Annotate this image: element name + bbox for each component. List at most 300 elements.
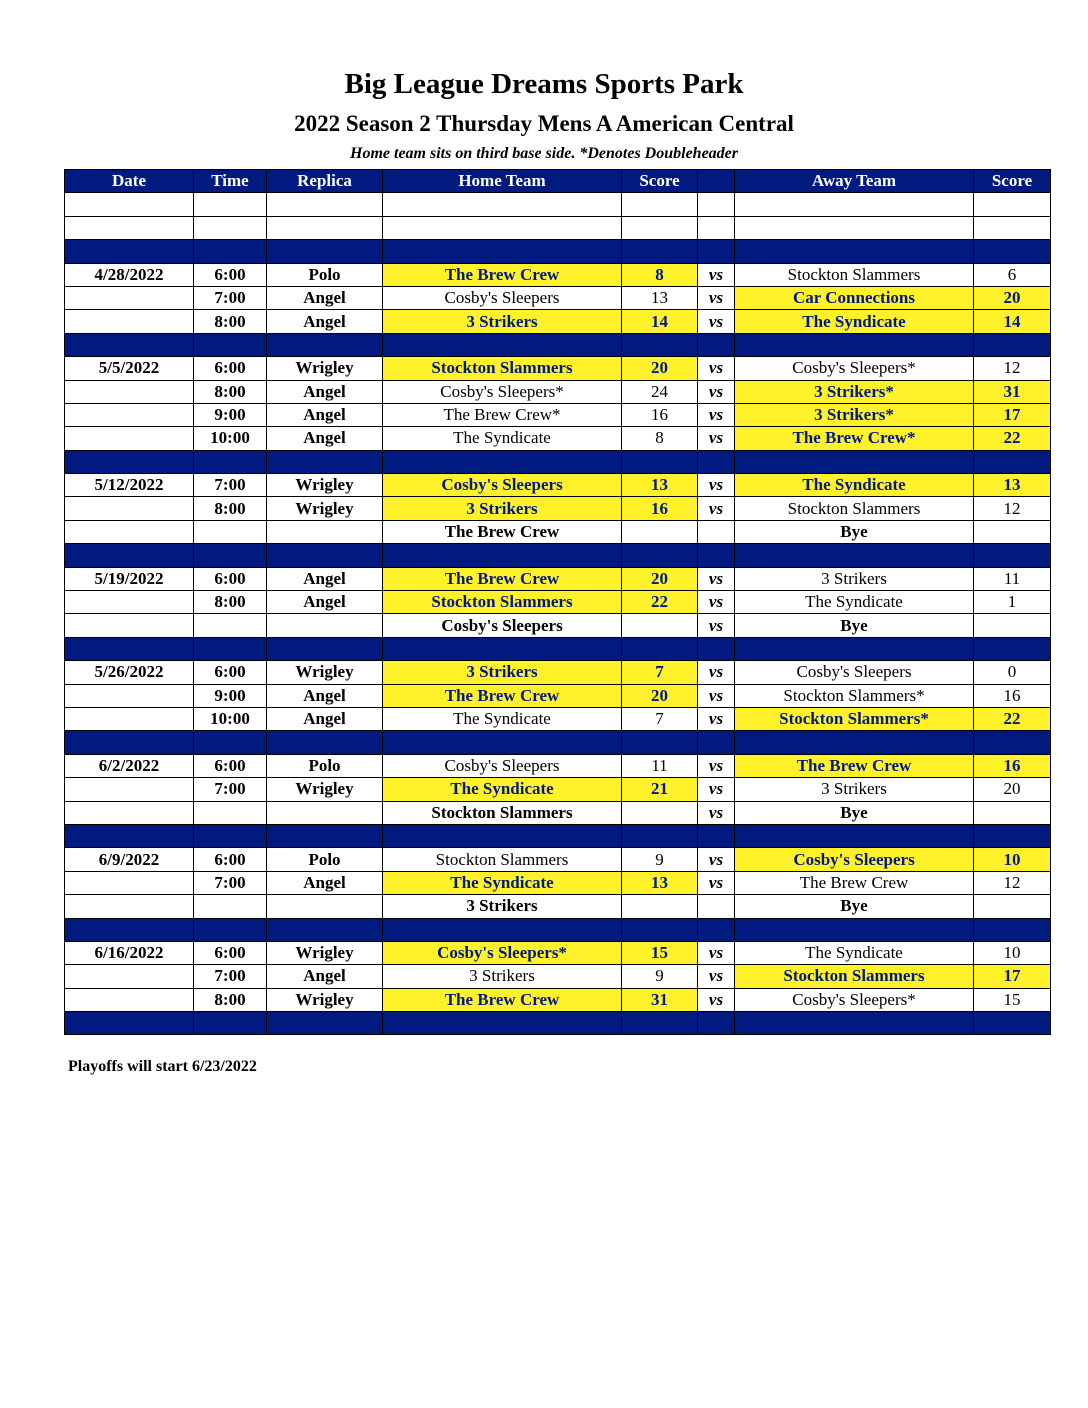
empty-cell	[267, 333, 383, 356]
home-score-cell: 24	[622, 380, 698, 403]
away-team-cell: Bye	[735, 614, 974, 637]
empty-cell	[383, 333, 622, 356]
time-cell: 8:00	[194, 380, 267, 403]
empty-cell	[735, 731, 974, 754]
time-cell: 6:00	[194, 567, 267, 590]
empty-cell	[383, 824, 622, 847]
home-score-cell: 31	[622, 988, 698, 1011]
empty-cell	[698, 824, 735, 847]
game-row	[65, 801, 1051, 824]
date-cell	[65, 286, 194, 309]
time-cell: 7:00	[194, 965, 267, 988]
away-score-cell: 22	[974, 427, 1051, 450]
away-team-cell: The Syndicate	[735, 474, 974, 497]
playoffs-note: Playoffs will start 6/23/2022	[68, 1058, 257, 1075]
empty-cell	[622, 216, 698, 239]
empty-cell	[698, 450, 735, 473]
date-cell: 6/16/2022	[65, 941, 194, 964]
date-cell	[65, 310, 194, 333]
replica-cell: Wrigley	[267, 497, 383, 520]
empty-cell	[698, 1012, 735, 1035]
away-team-cell: Cosby's Sleepers*	[735, 357, 974, 380]
empty-cell	[698, 544, 735, 567]
home-team-cell: Stockton Slammers	[383, 848, 622, 871]
time-cell	[194, 614, 267, 637]
empty-cell	[735, 1012, 974, 1035]
time-cell: 8:00	[194, 497, 267, 520]
time-cell: 7:00	[194, 286, 267, 309]
empty-cell	[698, 240, 735, 263]
away-score-cell	[974, 801, 1051, 824]
empty-cell	[65, 333, 194, 356]
vs-cell: vs	[698, 684, 735, 707]
away-team-cell: Stockton Slammers*	[735, 707, 974, 730]
vs-cell	[698, 520, 735, 543]
away-score-cell: 6	[974, 263, 1051, 286]
header-row	[65, 170, 1051, 193]
replica-cell: Wrigley	[267, 661, 383, 684]
empty-cell	[383, 637, 622, 660]
home-score-cell: 16	[622, 403, 698, 426]
vs-cell: vs	[698, 403, 735, 426]
replica-cell: Wrigley	[267, 988, 383, 1011]
home-team-cell: The Brew Crew	[383, 567, 622, 590]
blank-row	[65, 216, 1051, 239]
home-score-cell: 13	[622, 871, 698, 894]
away-score-cell: 20	[974, 778, 1051, 801]
replica-cell	[267, 895, 383, 918]
empty-cell	[974, 918, 1051, 941]
away-score-cell: 16	[974, 754, 1051, 777]
date-cell	[65, 965, 194, 988]
game-row	[65, 614, 1051, 637]
game-row	[65, 474, 1051, 497]
away-team-cell: 3 Strikers*	[735, 403, 974, 426]
vs-cell: vs	[698, 707, 735, 730]
home-team-cell: 3 Strikers	[383, 310, 622, 333]
away-score-cell: 13	[974, 474, 1051, 497]
away-team-cell: Stockton Slammers	[735, 263, 974, 286]
empty-cell	[194, 1012, 267, 1035]
empty-cell	[974, 1012, 1051, 1035]
away-score-cell: 12	[974, 871, 1051, 894]
home-score-cell: 20	[622, 684, 698, 707]
separator-row	[65, 240, 1051, 263]
date-cell	[65, 801, 194, 824]
empty-cell	[65, 824, 194, 847]
time-cell	[194, 520, 267, 543]
away-team-cell: Stockton Slammers*	[735, 684, 974, 707]
empty-cell	[622, 824, 698, 847]
home-score-cell: 16	[622, 497, 698, 520]
time-cell: 10:00	[194, 707, 267, 730]
home-score-cell: 11	[622, 754, 698, 777]
vs-cell: vs	[698, 286, 735, 309]
game-row	[65, 941, 1051, 964]
home-score-cell	[622, 801, 698, 824]
replica-cell: Polo	[267, 754, 383, 777]
vs-cell: vs	[698, 591, 735, 614]
away-score-cell: 10	[974, 848, 1051, 871]
empty-cell	[65, 1012, 194, 1035]
date-cell: 6/9/2022	[65, 848, 194, 871]
replica-cell: Angel	[267, 965, 383, 988]
game-row	[65, 591, 1051, 614]
vs-cell: vs	[698, 474, 735, 497]
date-cell	[65, 871, 194, 894]
empty-cell	[267, 637, 383, 660]
empty-cell	[65, 731, 194, 754]
empty-cell	[622, 450, 698, 473]
game-row	[65, 497, 1051, 520]
away-score-cell: 31	[974, 380, 1051, 403]
home-team-cell: The Brew Crew	[383, 684, 622, 707]
empty-cell	[735, 824, 974, 847]
game-row	[65, 567, 1051, 590]
empty-cell	[622, 240, 698, 263]
home-team-cell: The Syndicate	[383, 707, 622, 730]
vs-cell: vs	[698, 310, 735, 333]
header-away-score: Score	[974, 170, 1051, 193]
doubleheader-note: Home team sits on third base side. *Denotes Doubleheader	[350, 145, 738, 162]
away-team-cell: The Brew Crew	[735, 754, 974, 777]
empty-cell	[383, 450, 622, 473]
home-score-cell: 8	[622, 427, 698, 450]
separator-row	[65, 918, 1051, 941]
empty-cell	[65, 918, 194, 941]
empty-cell	[622, 637, 698, 660]
empty-cell	[65, 193, 194, 216]
away-team-cell: Stockton Slammers	[735, 965, 974, 988]
empty-cell	[974, 731, 1051, 754]
home-team-cell: Cosby's Sleepers*	[383, 941, 622, 964]
empty-cell	[974, 333, 1051, 356]
game-row	[65, 310, 1051, 333]
date-cell: 5/19/2022	[65, 567, 194, 590]
vs-cell: vs	[698, 848, 735, 871]
date-cell	[65, 988, 194, 1011]
away-team-cell: The Brew Crew*	[735, 427, 974, 450]
time-cell	[194, 801, 267, 824]
home-score-cell	[622, 520, 698, 543]
game-row	[65, 357, 1051, 380]
away-score-cell: 17	[974, 965, 1051, 988]
game-row	[65, 754, 1051, 777]
header-vs	[698, 170, 735, 193]
header-time: Time	[194, 170, 267, 193]
empty-cell	[65, 544, 194, 567]
empty-cell	[194, 731, 267, 754]
replica-cell: Angel	[267, 286, 383, 309]
game-row	[65, 895, 1051, 918]
away-team-cell: The Brew Crew	[735, 871, 974, 894]
replica-cell: Angel	[267, 380, 383, 403]
time-cell: 8:00	[194, 310, 267, 333]
empty-cell	[974, 216, 1051, 239]
game-row	[65, 965, 1051, 988]
empty-cell	[735, 544, 974, 567]
away-team-cell: Bye	[735, 520, 974, 543]
header-replica: Replica	[267, 170, 383, 193]
home-team-cell: Stockton Slammers	[383, 357, 622, 380]
empty-cell	[383, 731, 622, 754]
empty-cell	[267, 240, 383, 263]
header-home-score: Score	[622, 170, 698, 193]
empty-cell	[735, 450, 974, 473]
time-cell: 9:00	[194, 403, 267, 426]
empty-cell	[698, 637, 735, 660]
empty-cell	[267, 1012, 383, 1035]
away-score-cell: 1	[974, 591, 1051, 614]
empty-cell	[194, 333, 267, 356]
home-team-cell: The Brew Crew*	[383, 403, 622, 426]
empty-cell	[65, 216, 194, 239]
game-row	[65, 661, 1051, 684]
time-cell: 6:00	[194, 848, 267, 871]
time-cell: 8:00	[194, 591, 267, 614]
replica-cell: Polo	[267, 848, 383, 871]
away-team-cell: Cosby's Sleepers	[735, 848, 974, 871]
game-row	[65, 871, 1051, 894]
game-row	[65, 848, 1051, 871]
vs-cell: vs	[698, 988, 735, 1011]
page-subtitle: 2022 Season 2 Thursday Mens A American Central	[294, 111, 794, 136]
away-team-cell: Cosby's Sleepers*	[735, 988, 974, 1011]
away-team-cell: Bye	[735, 801, 974, 824]
away-score-cell: 16	[974, 684, 1051, 707]
away-team-cell: 3 Strikers	[735, 778, 974, 801]
empty-cell	[622, 918, 698, 941]
home-team-cell: Cosby's Sleepers	[383, 474, 622, 497]
time-cell: 6:00	[194, 941, 267, 964]
away-team-cell: 3 Strikers	[735, 567, 974, 590]
home-team-cell: Stockton Slammers	[383, 801, 622, 824]
vs-cell: vs	[698, 497, 735, 520]
away-score-cell: 22	[974, 707, 1051, 730]
date-cell	[65, 403, 194, 426]
home-team-cell: Cosby's Sleepers*	[383, 380, 622, 403]
replica-cell: Angel	[267, 403, 383, 426]
vs-cell: vs	[698, 871, 735, 894]
empty-cell	[194, 637, 267, 660]
home-team-cell: The Brew Crew	[383, 263, 622, 286]
away-score-cell	[974, 520, 1051, 543]
vs-cell: vs	[698, 965, 735, 988]
empty-cell	[974, 824, 1051, 847]
replica-cell: Wrigley	[267, 474, 383, 497]
blank-row	[65, 193, 1051, 216]
time-cell: 9:00	[194, 684, 267, 707]
vs-cell: vs	[698, 567, 735, 590]
empty-cell	[622, 1012, 698, 1035]
replica-cell: Angel	[267, 591, 383, 614]
time-cell: 6:00	[194, 754, 267, 777]
time-cell: 8:00	[194, 988, 267, 1011]
separator-row	[65, 637, 1051, 660]
away-team-cell: Cosby's Sleepers	[735, 661, 974, 684]
date-cell: 6/2/2022	[65, 754, 194, 777]
time-cell: 6:00	[194, 357, 267, 380]
away-score-cell: 12	[974, 497, 1051, 520]
home-team-cell: Cosby's Sleepers	[383, 614, 622, 637]
time-cell: 10:00	[194, 427, 267, 450]
header-home-team: Home Team	[383, 170, 622, 193]
empty-cell	[383, 216, 622, 239]
vs-cell: vs	[698, 661, 735, 684]
time-cell: 7:00	[194, 474, 267, 497]
date-cell	[65, 684, 194, 707]
date-cell: 5/26/2022	[65, 661, 194, 684]
empty-cell	[974, 450, 1051, 473]
date-cell: 5/5/2022	[65, 357, 194, 380]
replica-cell: Angel	[267, 310, 383, 333]
away-score-cell	[974, 895, 1051, 918]
game-row	[65, 707, 1051, 730]
empty-cell	[194, 918, 267, 941]
home-score-cell: 21	[622, 778, 698, 801]
away-score-cell: 11	[974, 567, 1051, 590]
away-score-cell	[974, 614, 1051, 637]
vs-cell	[698, 895, 735, 918]
vs-cell: vs	[698, 263, 735, 286]
empty-cell	[383, 193, 622, 216]
away-score-cell: 20	[974, 286, 1051, 309]
away-score-cell: 14	[974, 310, 1051, 333]
empty-cell	[194, 240, 267, 263]
empty-cell	[974, 240, 1051, 263]
date-cell	[65, 380, 194, 403]
vs-cell: vs	[698, 754, 735, 777]
home-score-cell: 13	[622, 474, 698, 497]
replica-cell: Wrigley	[267, 778, 383, 801]
empty-cell	[735, 637, 974, 660]
empty-cell	[267, 216, 383, 239]
home-score-cell: 20	[622, 567, 698, 590]
away-team-cell: 3 Strikers*	[735, 380, 974, 403]
time-cell: 7:00	[194, 778, 267, 801]
empty-cell	[383, 918, 622, 941]
empty-cell	[698, 918, 735, 941]
home-team-cell: The Syndicate	[383, 427, 622, 450]
empty-cell	[735, 240, 974, 263]
home-team-cell: 3 Strikers	[383, 497, 622, 520]
home-score-cell	[622, 895, 698, 918]
separator-row	[65, 731, 1051, 754]
header-away-team: Away Team	[735, 170, 974, 193]
empty-cell	[65, 450, 194, 473]
game-row	[65, 286, 1051, 309]
empty-cell	[65, 637, 194, 660]
home-score-cell	[622, 614, 698, 637]
away-score-cell: 12	[974, 357, 1051, 380]
empty-cell	[974, 544, 1051, 567]
vs-cell: vs	[698, 941, 735, 964]
away-score-cell: 0	[974, 661, 1051, 684]
empty-cell	[194, 450, 267, 473]
separator-row	[65, 544, 1051, 567]
empty-cell	[267, 824, 383, 847]
time-cell: 7:00	[194, 871, 267, 894]
separator-row	[65, 450, 1051, 473]
away-team-cell: The Syndicate	[735, 591, 974, 614]
game-row	[65, 778, 1051, 801]
empty-cell	[194, 193, 267, 216]
home-team-cell: The Brew Crew	[383, 520, 622, 543]
home-team-cell: The Syndicate	[383, 778, 622, 801]
home-team-cell: The Syndicate	[383, 871, 622, 894]
vs-cell: vs	[698, 778, 735, 801]
replica-cell: Wrigley	[267, 357, 383, 380]
date-cell	[65, 591, 194, 614]
empty-cell	[267, 450, 383, 473]
vs-cell: vs	[698, 380, 735, 403]
home-score-cell: 7	[622, 707, 698, 730]
home-score-cell: 9	[622, 848, 698, 871]
home-score-cell: 8	[622, 263, 698, 286]
home-score-cell: 7	[622, 661, 698, 684]
game-row	[65, 263, 1051, 286]
away-score-cell: 15	[974, 988, 1051, 1011]
date-cell: 4/28/2022	[65, 263, 194, 286]
empty-cell	[622, 193, 698, 216]
game-row	[65, 380, 1051, 403]
home-team-cell: Cosby's Sleepers	[383, 286, 622, 309]
home-score-cell: 14	[622, 310, 698, 333]
empty-cell	[65, 240, 194, 263]
empty-cell	[698, 216, 735, 239]
date-cell	[65, 778, 194, 801]
empty-cell	[622, 731, 698, 754]
empty-cell	[698, 193, 735, 216]
separator-row	[65, 333, 1051, 356]
home-score-cell: 13	[622, 286, 698, 309]
empty-cell	[383, 544, 622, 567]
replica-cell: Angel	[267, 684, 383, 707]
vs-cell: vs	[698, 801, 735, 824]
game-row	[65, 427, 1051, 450]
home-score-cell: 15	[622, 941, 698, 964]
empty-cell	[622, 544, 698, 567]
schedule-body	[65, 193, 1051, 1035]
replica-cell	[267, 520, 383, 543]
date-cell	[65, 707, 194, 730]
empty-cell	[698, 333, 735, 356]
game-row	[65, 988, 1051, 1011]
empty-cell	[194, 216, 267, 239]
empty-cell	[974, 637, 1051, 660]
home-score-cell: 22	[622, 591, 698, 614]
away-score-cell: 17	[974, 403, 1051, 426]
replica-cell: Angel	[267, 871, 383, 894]
time-cell: 6:00	[194, 263, 267, 286]
away-team-cell: The Syndicate	[735, 310, 974, 333]
replica-cell: Polo	[267, 263, 383, 286]
home-team-cell: The Brew Crew	[383, 988, 622, 1011]
vs-cell: vs	[698, 357, 735, 380]
date-cell	[65, 895, 194, 918]
date-cell	[65, 427, 194, 450]
empty-cell	[735, 193, 974, 216]
home-score-cell: 9	[622, 965, 698, 988]
empty-cell	[735, 216, 974, 239]
empty-cell	[383, 240, 622, 263]
date-cell: 5/12/2022	[65, 474, 194, 497]
empty-cell	[194, 824, 267, 847]
game-row	[65, 684, 1051, 707]
empty-cell	[974, 193, 1051, 216]
away-team-cell: Stockton Slammers	[735, 497, 974, 520]
replica-cell	[267, 614, 383, 637]
